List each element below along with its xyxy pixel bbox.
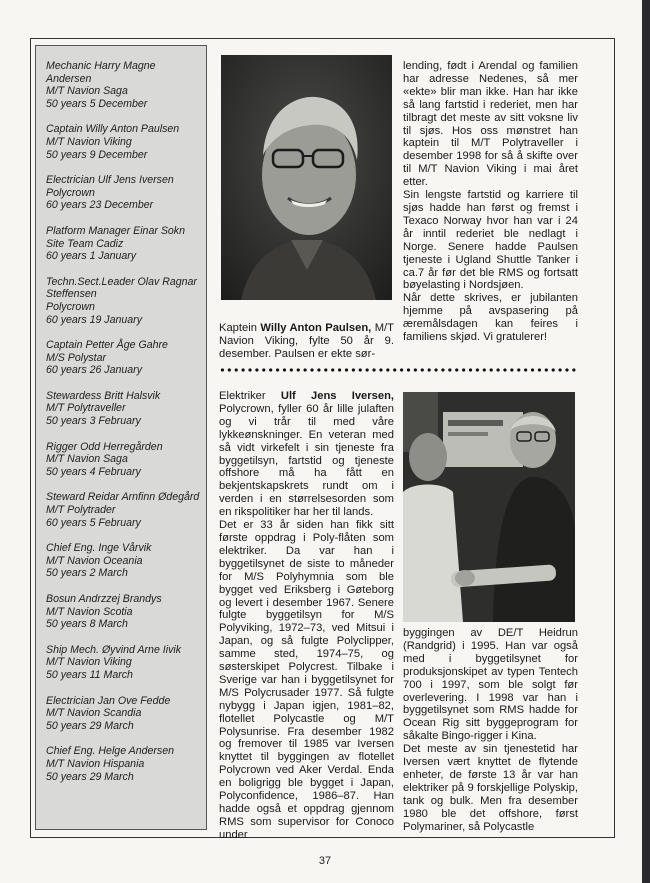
article-iversen-continued: [403, 627, 578, 834]
entry-line: 50 years 2 March: [46, 567, 128, 580]
list-item: [46, 390, 200, 428]
entry-line: 50 years 29 March: [46, 719, 134, 732]
list-item: [46, 123, 200, 161]
entry-line: M/T Navion Viking: [46, 135, 132, 148]
paragraph: Det meste av sin tjenestetid har Iversen vært knyttet de flytende enheter, de første 13 år var han elektriker på 9 forskjellige Polyskip, tank og bulk. Men fra desember 1980 ble det offshore, først Polymariner, så Polycastle: [403, 743, 578, 833]
entry-line: 50 years 29 March: [46, 770, 134, 783]
list-item: [46, 225, 200, 263]
page-edge: [642, 0, 650, 883]
page-number: 37: [318, 855, 332, 867]
entry-line: M/T Navion Scandia: [46, 707, 142, 720]
entry-line: 60 years 1 January: [46, 250, 137, 263]
entry-line: M/T Navion Saga: [46, 85, 128, 98]
list-item: [46, 745, 200, 783]
entry-line: 50 years 8 March: [46, 618, 128, 631]
anniversary-sidebar: [35, 45, 207, 830]
entry-line: 50 years 3 February: [46, 415, 141, 428]
entry-line: Captain Petter Åge Gahre: [46, 339, 168, 352]
entry-line: Andersen: [46, 72, 92, 85]
entry-line: Mechanic Harry Magne: [46, 60, 156, 72]
list-item: [46, 276, 200, 326]
entry-line: Chief Eng. Inge Vårvik: [46, 542, 152, 555]
photo-caption: [219, 322, 394, 361]
entry-line: M/T Navion Oceania: [46, 554, 143, 567]
entry-line: Techn.Sect.Leader Olav Ragnar: [46, 275, 197, 288]
list-item: [46, 593, 200, 631]
caption-name: Willy Anton Paulsen,: [260, 322, 372, 335]
entry-line: Captain Willy Anton Paulsen: [46, 123, 180, 136]
portrait-photo: [221, 55, 392, 300]
paragraph: Det er 33 år siden han fikk sitt første oppdrag i Poly-flåten som elektriker. Da var han i byggetilsynet de siste to måneder for M/S Polyhymnia som ble bygget ved Eriksberg i Gøteborg og levert i desember 1967. Senere fulgte byggetilsyn for M/S Polyviking, 1972–73, ved Mitsui i Japan, og så fulgte Polyclipper, samme sted, 1974–75, og søsterskipet Polycrest. Tilbake i Sverige var han i byggetilsynet for M/S Polycrusader 1977. Så fulgte nybygg i Japan igjen, 1981–82, flotellet Polycastle og M/T Polysunrise. Fra desember 1982 og fremover til 1985 var Iversen knyttet til byggingen av flotellet Polycrown ved Aker Verdal. Enda en boligrigg ble bygget i Japan, Polyconfidence, 1986–87. Han hadde også et oppdrag gjennom RMS som supervisor for Conoco under: [219, 519, 394, 841]
entry-line: Steffensen: [46, 288, 97, 301]
paragraph: [219, 390, 394, 519]
entry-line: Electrician Ulf Jens Iversen: [46, 174, 174, 187]
entry-line: 60 years 26 January: [46, 364, 142, 377]
entry-line: M/T Navion Scotia: [46, 605, 133, 618]
entry-line: Site Team Cadiz: [46, 237, 124, 250]
entry-line: 50 years 11 March: [46, 668, 133, 681]
entry-line: M/T Navion Viking: [46, 656, 132, 669]
dotted-separator: [219, 367, 579, 373]
list-item: [46, 339, 200, 377]
entry-line: Platform Manager Einar Sokn: [46, 224, 185, 237]
entry-line: Ship Mech. Øyvind Arne Iivik: [46, 643, 182, 656]
entry-line: 60 years 23 December: [46, 199, 154, 212]
entry-line: Polycrown: [46, 300, 95, 313]
list-item: [46, 491, 200, 529]
entry-line: Bosun Andrzzej Brandys: [46, 593, 162, 605]
entry-line: M/T Polytraveller: [46, 402, 126, 415]
entry-line: 50 years 4 February: [46, 465, 141, 478]
article-iversen-text: [219, 390, 394, 842]
lead-text: Polycrown, fyller 60 år lille julaften og vi trår til med våre lykkeønskninger. En veteran med så vidt virkefelt i sin tjeneste fra byggetilsyn, fartstid og tjeneste offshore må ha fått en bekjentskapskrets rundt om i verden i en størrelsesorden som en rikspolitiker har her til lands.: [219, 402, 394, 519]
entry-line: 50 years 5 December: [46, 97, 148, 110]
entry-line: Rigger Odd Herregården: [46, 440, 163, 453]
caption-text: M/T Navion Viking, fylte 50 år 9. desember. Paulsen er ekte sør-: [219, 322, 394, 360]
list-item: [46, 441, 200, 479]
list-item: [46, 695, 200, 733]
list-item: [46, 60, 200, 110]
entry-line: M/T Polytrader: [46, 504, 116, 517]
paragraph: byggingen av DE/T Heidrun (Randgrid) i 1995. Han var også med i byggetilsynet for produksjonskipet av typen Tentech 700 i 1997, som ble solgt før overlevering. I 1998 var han i byggetilsynet som RMS hadde for Ocean Rig sitt byggeprogram for såkalte Bingo-rigger i Kina.: [403, 627, 578, 743]
paragraph: Når dette skrives, er jubilanten hjemme på avspasering på æremålsdagen kan feires i familiens skjød. Vi gratulerer!: [403, 292, 578, 344]
entry-line: Electrician Jan Ove Fedde: [46, 694, 171, 707]
entry-line: 60 years 5 February: [46, 516, 141, 529]
lead-text: Elektriker: [219, 390, 281, 402]
list-item: [46, 644, 200, 682]
entry-line: Stewardess Britt Halsvik: [46, 389, 161, 402]
entry-line: M/T Navion Saga: [46, 453, 128, 466]
entry-line: 60 years 19 January: [46, 313, 142, 326]
list-item: [46, 542, 200, 580]
list-item: [46, 174, 200, 212]
paragraph: lending, født i Arendal og familien har adresse Nedenes, så mer «ekte» blir man ikke. Han har ikke så lang fartstid i rederiet, men har tilbragt det meste av sitt voksne liv til sjøs. Hos oss mønstret han kaptein til M/T Polytraveller i desember 1998 for så å skifte over til M/T Navion Viking i mai året etter.: [403, 60, 578, 189]
caption-text: Kaptein: [219, 322, 261, 335]
entry-line: Steward Reidar Arnfinn Ødegård: [46, 491, 200, 504]
lead-name: Ulf Jens Iversen,: [280, 390, 395, 402]
entry-line: Polycrown: [46, 186, 95, 199]
entry-line: M/T Navion Hispania: [46, 757, 145, 770]
group-photo: [403, 392, 575, 622]
entry-line: 50 years 9 December: [46, 148, 148, 161]
entry-line: M/S Polystar: [46, 351, 107, 364]
entry-line: Chief Eng. Helge Andersen: [46, 745, 174, 758]
article-paulsen-text: [403, 60, 578, 344]
paragraph: Sin lengste fartstid og karriere til sjøs hadde han først og fremst i Texaco Norway hvor han var i 24 år inntil rederiet ble nedlagt i Norge. Senere hadde Paulsen tjeneste i Ugland Shuttle Tanker i ca.7 år før det ble RMS og fortsatt bøyelasting i Nordsjøen.: [403, 189, 578, 292]
